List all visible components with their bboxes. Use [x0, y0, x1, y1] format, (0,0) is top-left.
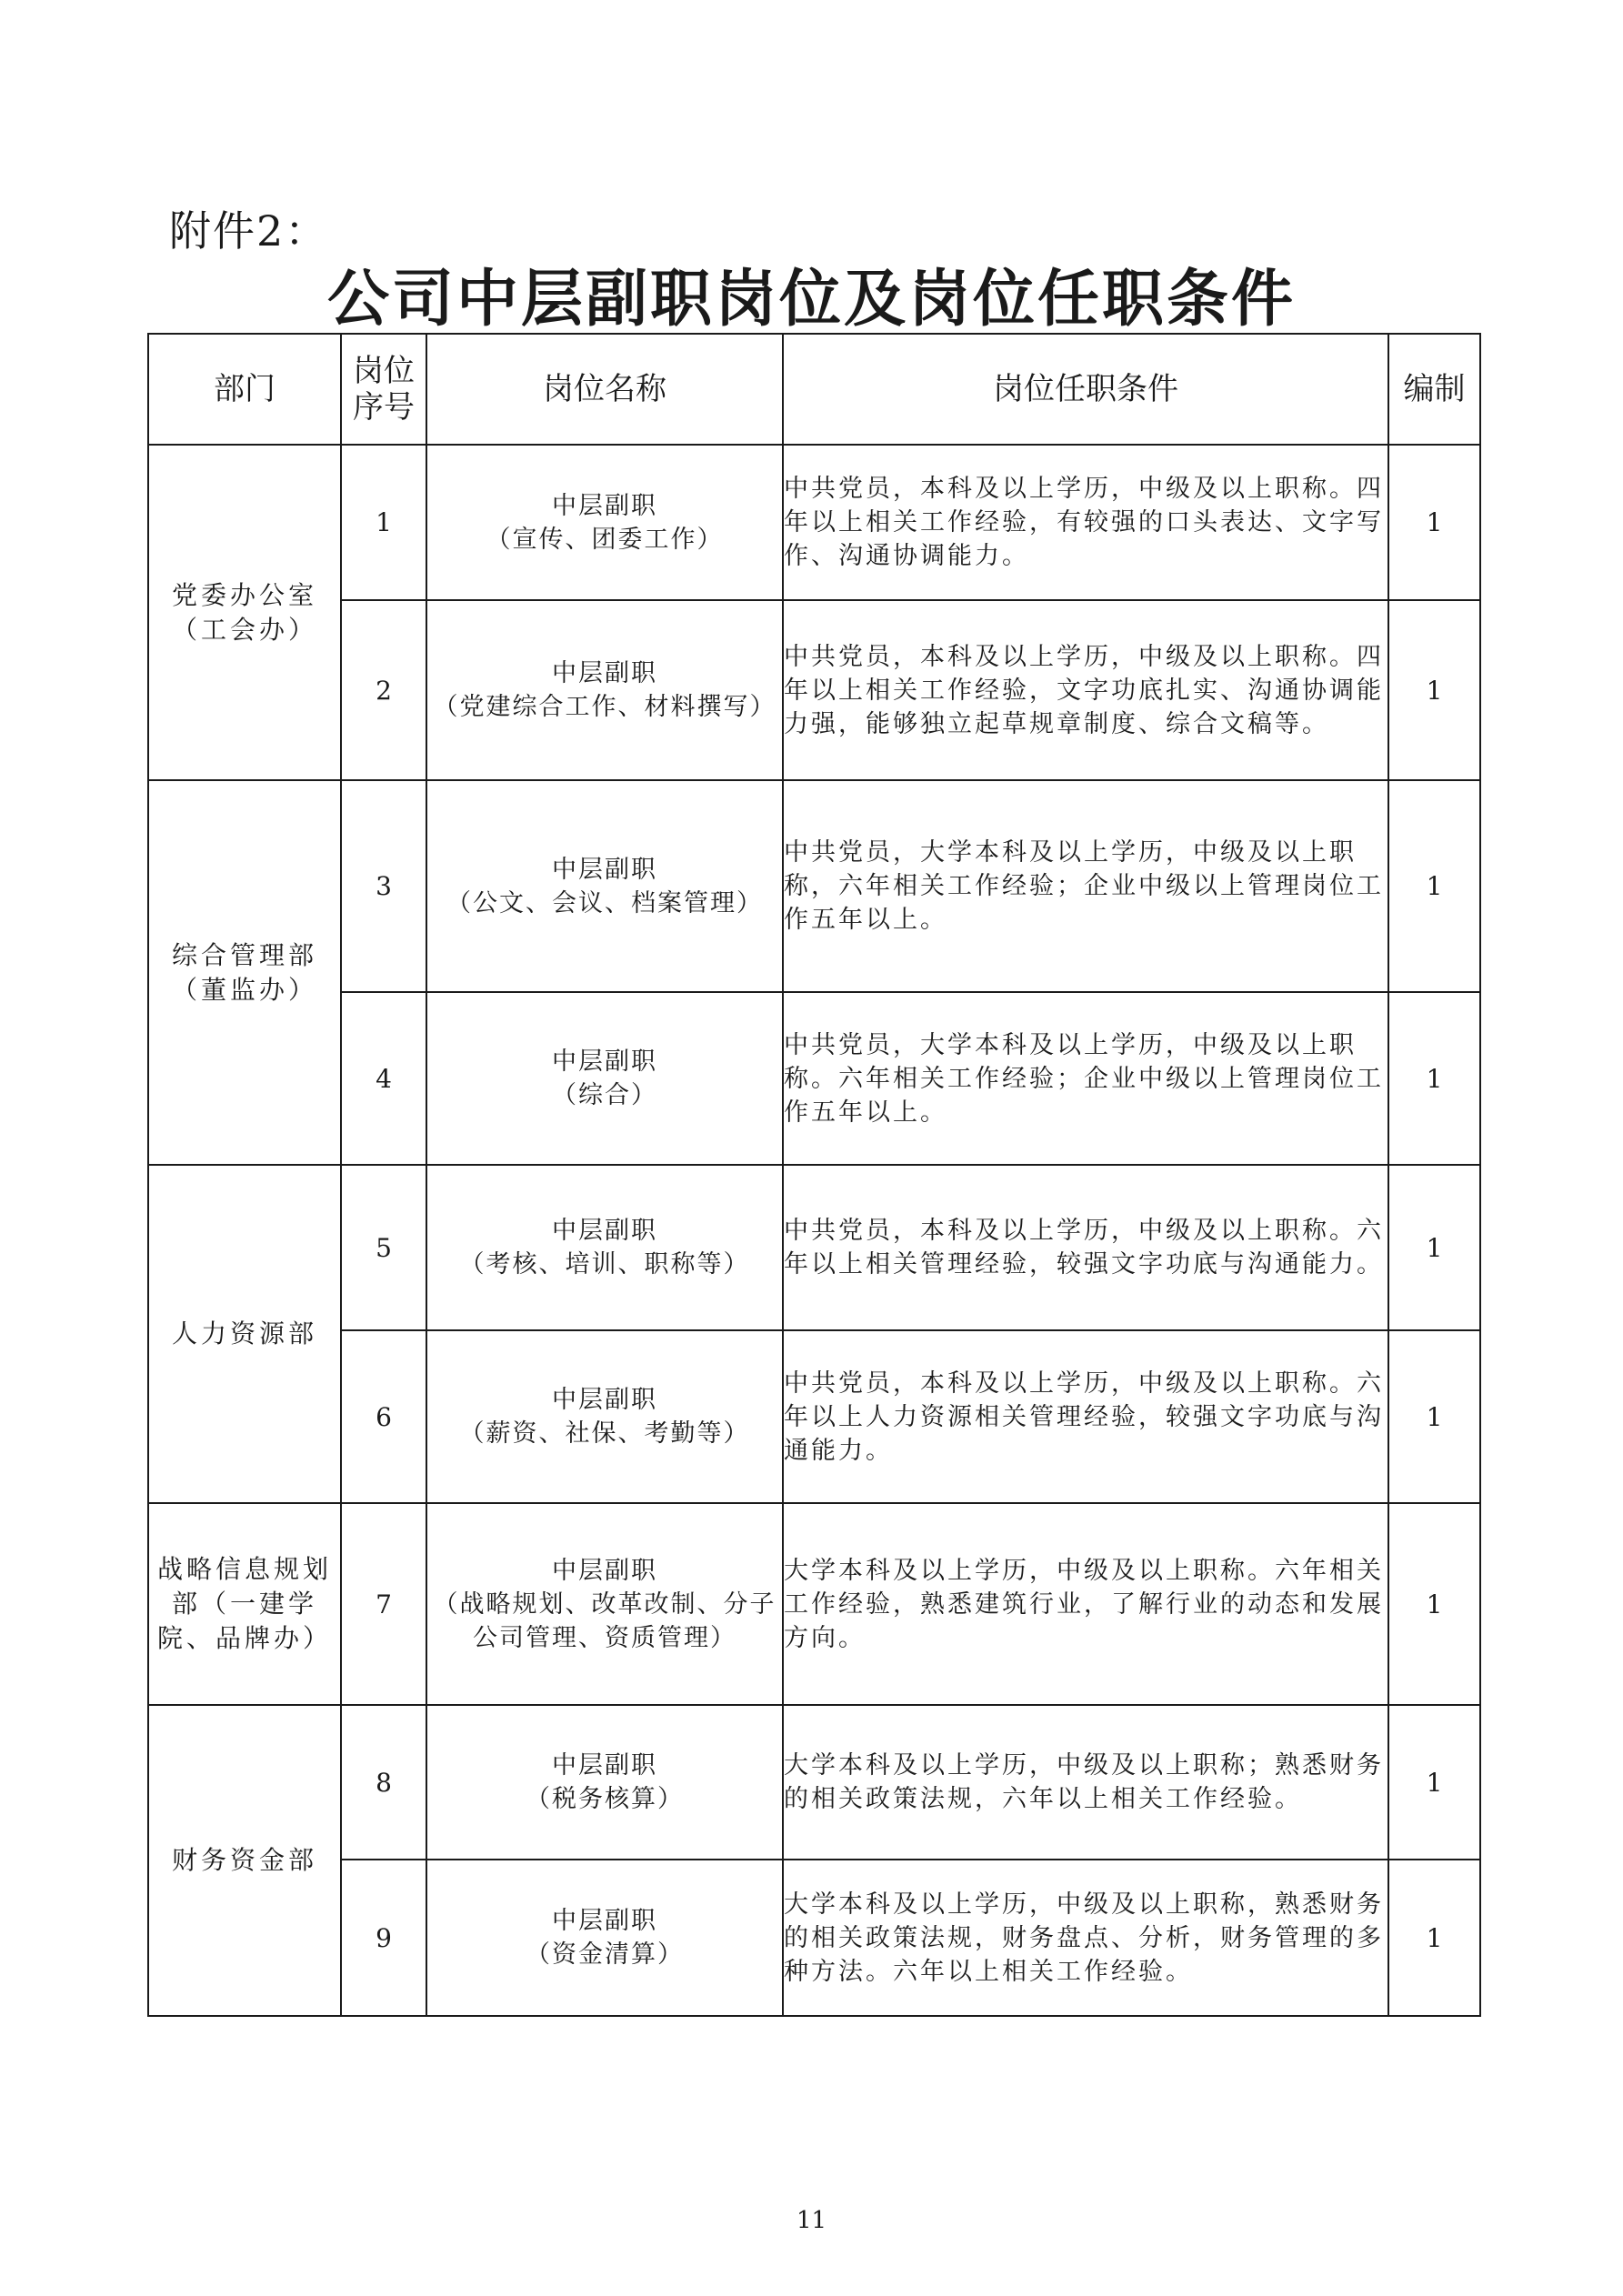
position-detail: （综合） — [552, 1081, 657, 1109]
department-cell: 党委办公室（工会办） — [148, 445, 341, 780]
seq-cell: 4 — [341, 992, 426, 1165]
quota-cell: 1 — [1388, 1330, 1480, 1503]
position-detail: （考核、培训、职称等） — [459, 1250, 750, 1278]
position-detail: （党建综合工作、材料撰写） — [433, 693, 776, 721]
header-requirements: 岗位任职条件 — [783, 334, 1388, 445]
position-title: 中层副职 — [552, 1907, 657, 1935]
table-row — [148, 1503, 1480, 1705]
quota-cell: 1 — [1388, 1165, 1480, 1330]
position-cell — [426, 1165, 783, 1330]
attachment-label: 附件2： — [169, 206, 329, 256]
seq-cell: 8 — [341, 1705, 426, 1860]
quota-cell: 1 — [1388, 992, 1480, 1165]
table-row — [148, 992, 1480, 1165]
requirements-cell: 大学本科及以上学历，中级及以上职称。六年相关工作经验，熟悉建筑行业，了解行业的动态和发展方向。 — [783, 1503, 1388, 1705]
position-cell — [426, 445, 783, 600]
department-cell: 人力资源部 — [148, 1165, 341, 1503]
header-row — [148, 334, 1480, 445]
document-title: 公司中层副职岗位及岗位任职条件 — [326, 264, 1296, 336]
table-row — [148, 445, 1480, 600]
header-seq: 岗位序号 — [341, 334, 426, 445]
requirements-cell: 中共党员，本科及以上学历，中级及以上职称。四年以上相关工作经验，有较强的口头表达、文字写作、沟通协调能力。 — [783, 445, 1388, 600]
requirements-cell: 中共党员，本科及以上学历，中级及以上职称。六年以上人力资源相关管理经验，较强文字功底与沟通能力。 — [783, 1330, 1388, 1503]
position-cell — [426, 780, 783, 992]
table-row — [148, 1705, 1480, 1860]
seq-cell: 5 — [341, 1165, 426, 1330]
position-cell — [426, 992, 783, 1165]
requirements-cell: 大学本科及以上学历，中级及以上职称；熟悉财务的相关政策法规，六年以上相关工作经验。 — [783, 1705, 1388, 1860]
requirements-cell: 中共党员，本科及以上学历，中级及以上职称。四年以上相关工作经验，文字功底扎实、沟通协调能力强，能够独立起草规章制度、综合文稿等。 — [783, 600, 1388, 780]
seq-cell: 6 — [341, 1330, 426, 1503]
requirements-cell: 中共党员，本科及以上学历，中级及以上职称。六年以上相关管理经验，较强文字功底与沟通能力。 — [783, 1165, 1388, 1330]
seq-cell: 9 — [341, 1860, 426, 2016]
table-row — [148, 600, 1480, 780]
position-title: 中层副职 — [552, 1048, 657, 1076]
requirements-cell: 中共党员，大学本科及以上学历，中级及以上职称。六年相关工作经验；企业中级以上管理岗位工作五年以上。 — [783, 992, 1388, 1165]
table-row — [148, 780, 1480, 992]
table-row — [148, 1165, 1480, 1330]
position-detail: （公文、会议、档案管理） — [446, 888, 763, 917]
position-cell — [426, 1705, 783, 1860]
requirements-cell: 中共党员，大学本科及以上学历，中级及以上职称，六年相关工作经验；企业中级以上管理岗位工作五年以上。 — [783, 780, 1388, 992]
table-row — [148, 1860, 1480, 2016]
position-title: 中层副职 — [552, 1386, 657, 1414]
position-title: 中层副职 — [552, 1556, 657, 1585]
position-title: 中层副职 — [552, 1217, 657, 1245]
quota-cell: 1 — [1388, 780, 1480, 992]
position-detail: （税务核算） — [526, 1785, 684, 1813]
seq-cell: 3 — [341, 780, 426, 992]
position-detail: （战略规划、改革改制、分子公司管理、资质管理） — [433, 1589, 776, 1652]
position-title: 中层副职 — [552, 855, 657, 884]
department-cell: 综合管理部（董监办） — [148, 780, 341, 1165]
position-detail: （宣传、团委工作） — [486, 525, 724, 554]
positions-table — [147, 333, 1481, 2017]
header-department: 部门 — [148, 334, 341, 445]
quota-cell: 1 — [1388, 600, 1480, 780]
position-title: 中层副职 — [552, 1751, 657, 1780]
position-cell — [426, 1860, 783, 2016]
requirements-cell: 大学本科及以上学历，中级及以上职称，熟悉财务的相关政策法规，财务盘点、分析，财务管理的多种方法。六年以上相关工作经验。 — [783, 1860, 1388, 2016]
quota-cell: 1 — [1388, 445, 1480, 600]
seq-cell: 2 — [341, 600, 426, 780]
position-cell — [426, 1503, 783, 1705]
position-cell — [426, 600, 783, 780]
seq-cell: 1 — [341, 445, 426, 600]
position-cell — [426, 1330, 783, 1503]
table-row — [148, 1330, 1480, 1503]
page-number: 11 — [796, 2207, 827, 2234]
position-title: 中层副职 — [552, 659, 657, 687]
seq-cell: 7 — [341, 1503, 426, 1705]
position-detail: （资金清算） — [526, 1940, 684, 1969]
department-cell: 财务资金部 — [148, 1705, 341, 2016]
position-title: 中层副职 — [552, 491, 657, 520]
quota-cell: 1 — [1388, 1705, 1480, 1860]
header-quota: 编制 — [1388, 334, 1480, 445]
quota-cell: 1 — [1388, 1860, 1480, 2016]
department-cell: 战略信息规划部（一建学院、品牌办） — [148, 1503, 341, 1705]
quota-cell: 1 — [1388, 1503, 1480, 1705]
header-position: 岗位名称 — [426, 334, 783, 445]
position-detail: （薪资、社保、考勤等） — [459, 1419, 750, 1448]
